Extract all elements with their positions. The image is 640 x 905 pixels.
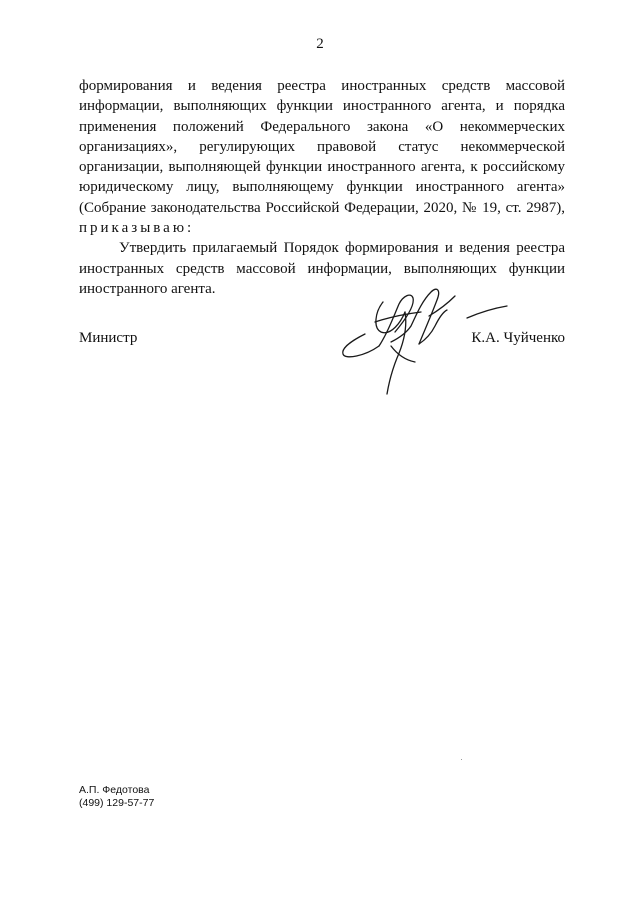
executor-phone: (499) 129-57-77 bbox=[79, 797, 155, 809]
order-word: приказываю: bbox=[79, 220, 195, 237]
signer-position: Министр bbox=[79, 330, 138, 346]
paragraph-line: организации, выполняющей функции иностранного агента, к российскому bbox=[79, 159, 565, 176]
order-line: Утвердить прилагаемый Порядок формирования и ведения реестра bbox=[119, 240, 565, 257]
paragraph-line: (Собрание законодательства Российской Федерации, 2020, № 19, ст. 2987), bbox=[79, 199, 565, 216]
order-line: иностранных средств массовой информации, выполняющих функции bbox=[79, 260, 565, 277]
paragraph-line: юридическому лицу, выполняющему функции иностранного агента» bbox=[79, 179, 565, 196]
signature-block bbox=[79, 330, 565, 352]
paragraph-line: организациях», регулирующих правовой статус некоммерческой bbox=[79, 138, 565, 155]
scan-speck bbox=[461, 759, 462, 760]
executor-footer bbox=[79, 784, 154, 810]
executor-name: А.П. Федотова bbox=[79, 784, 150, 796]
paragraph-line: формирования и ведения реестра иностранных средств массовой bbox=[79, 78, 565, 94]
paragraph-line: информации, выполняющих функции иностранного агента, и порядка bbox=[79, 98, 565, 115]
body-text bbox=[79, 76, 565, 299]
page-number: 2 bbox=[316, 36, 324, 52]
order-line: иностранного агента. bbox=[79, 280, 216, 297]
signer-name: К.А. Чуйченко bbox=[471, 330, 565, 346]
paragraph-line: применения положений Федерального закона «О некоммерческих bbox=[79, 118, 565, 135]
